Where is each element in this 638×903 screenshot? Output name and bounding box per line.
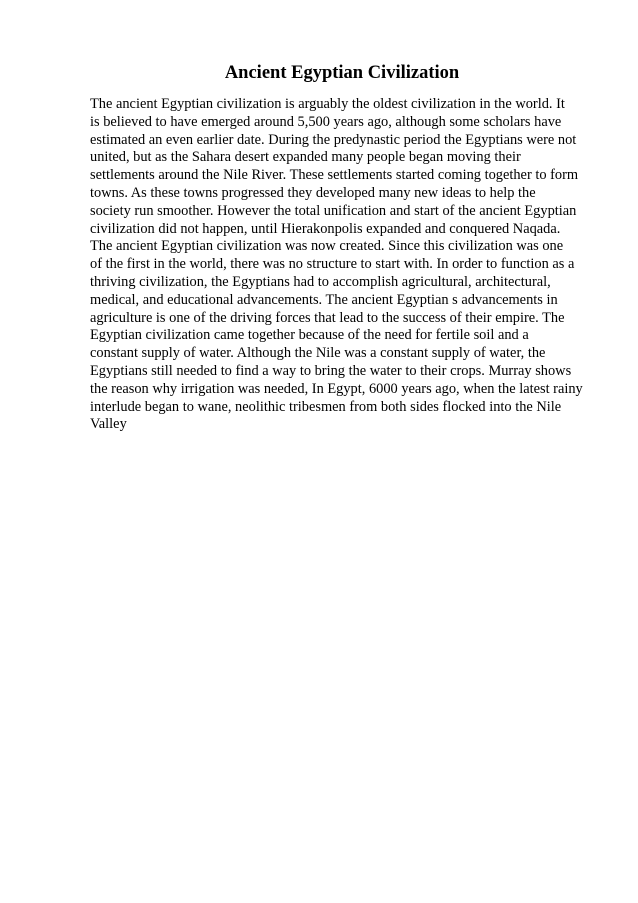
- body-line: civilization did not happen, until Hierakonpolis expanded and conquered Naqada.: [90, 220, 561, 237]
- body-line: interlude began to wane, neolithic tribesmen from both sides flocked into the Nile: [90, 398, 562, 415]
- body-line: agriculture is one of the driving forces that lead to the success of their empire. The: [90, 309, 565, 326]
- body-line: towns. As these towns progressed they developed many new ideas to help the: [90, 184, 536, 201]
- body-line: The ancient Egyptian civilization is arguably the oldest civilization in the world. It: [90, 96, 565, 112]
- document-body: [90, 96, 600, 434]
- body-line: constant supply of water. Although the Nile was a constant supply of water, the: [90, 345, 546, 362]
- body-line: Egyptian civilization came together because of the need for fertile soil and a: [90, 327, 529, 344]
- body-line: medical, and educational advancements. The ancient Egyptian s advancements in: [90, 291, 558, 308]
- body-line: Valley: [90, 416, 127, 433]
- body-line: settlements around the Nile River. These settlements started coming together to form: [90, 167, 579, 184]
- body-line: of the first in the world, there was no structure to start with. In order to function as a: [90, 256, 575, 273]
- body-line: the reason why irrigation was needed, In Egypt, 6000 years ago, when the latest rainy: [90, 380, 583, 397]
- body-line: thriving civilization, the Egyptians had to accomplish agricultural, architectural,: [90, 273, 551, 290]
- body-line: The ancient Egyptian civilization was now created. Since this civilization was one: [90, 238, 564, 255]
- document-title: Ancient Egyptian Civilization: [224, 63, 460, 83]
- body-line: estimated an even earlier date. During the predynastic period the Egyptians were not: [90, 131, 577, 148]
- body-line: is believed to have emerged around 5,500 years ago, although some scholars have: [90, 113, 562, 130]
- body-line: society run smoother. However the total unification and start of the ancient Egyptian: [90, 202, 577, 219]
- body-line: united, but as the Sahara desert expanded many people began moving their: [90, 149, 521, 166]
- body-line: Egyptians still needed to find a way to bring the water to their crops. Murray shows: [90, 362, 572, 379]
